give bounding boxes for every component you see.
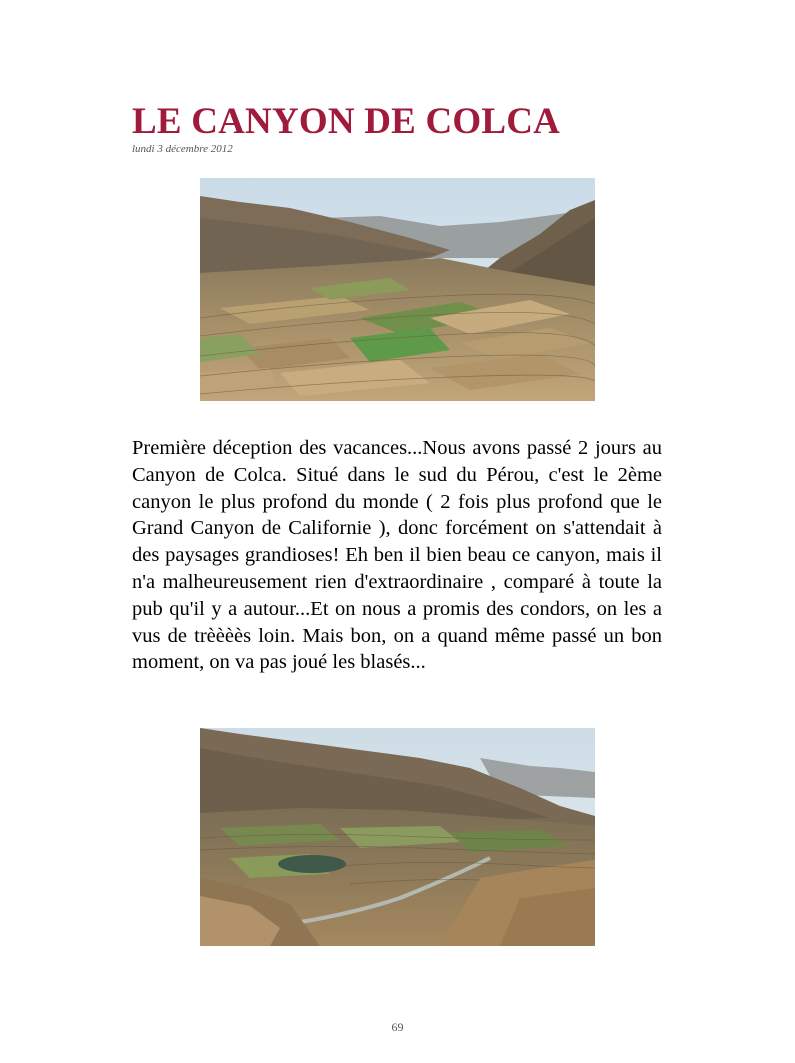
canyon-valley-photo <box>200 728 595 946</box>
post-date: lundi 3 décembre 2012 <box>132 143 233 155</box>
canyon-terraces-photo <box>200 178 595 401</box>
page-number: 69 <box>391 1020 404 1034</box>
post-body: Première déception des vacances...Nous avons passé 2 jours au Canyon de Colca. Situé dans le sud du Pérou, c'est le 2ème canyon le plus profond du monde ( 2 fois plus profond que le Grand Canyon de Californie ), donc forcément on s'attendait à des paysages grandioses! Eh ben il bien beau ce canyon, mais il n'a malheureusement rien d'extraordinaire , comparé à toute la pub qu'il y a autour...Et on nous a promis des condors, on les a vus de trèèèès loin. Mais bon, on a quand même passé un bon moment, on va pas joué les blasés... <box>132 437 662 674</box>
post-title: LE CANYON DE COLCA <box>132 101 561 142</box>
